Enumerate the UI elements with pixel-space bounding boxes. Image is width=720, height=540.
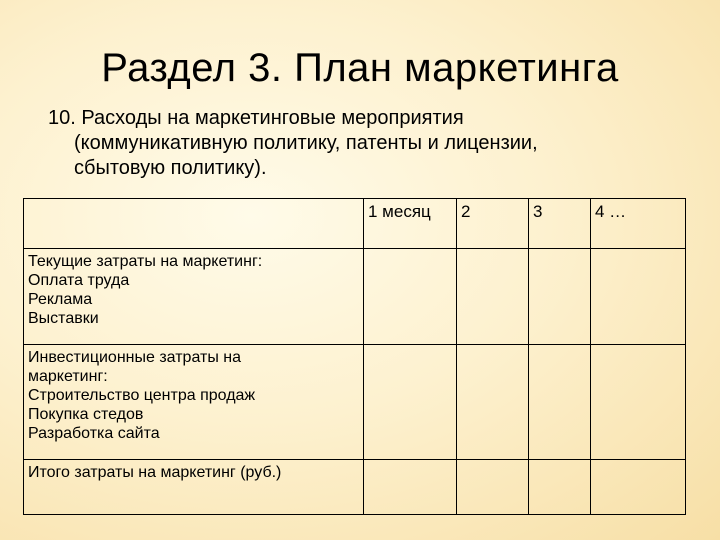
investment-costs-heading-2: маркетинг: (28, 368, 108, 385)
header-cell-month-2: 2 (457, 199, 529, 249)
intro-line-2: (коммуникативную политику, патенты и лицензии, (74, 132, 538, 154)
intro-line-3: сбытовую политику). (74, 157, 267, 179)
slide-title: Раздел 3. План маркетинга (101, 46, 619, 90)
current-costs-item-labor: Оплата труда (28, 272, 130, 289)
current-costs-heading: Текущие затраты на маркетинг: (28, 253, 263, 270)
table-row-current-costs (24, 249, 686, 345)
current-costs-label (24, 249, 364, 345)
intro-paragraph (48, 106, 688, 181)
header-cell-description (24, 199, 364, 249)
total-costs-month-1 (364, 460, 457, 515)
current-costs-month-1 (364, 249, 457, 345)
header-cell-month-3: 3 (529, 199, 591, 249)
current-costs-item-advertising: Реклама (28, 291, 93, 308)
total-costs-month-4 (591, 460, 686, 515)
total-costs-heading: Итого затраты на маркетинг (руб.) (28, 464, 282, 481)
investment-costs-label (24, 345, 364, 460)
table-row-total-costs (24, 460, 686, 515)
intro-line-1: 10. Расходы на маркетинговые мероприятия (48, 107, 464, 129)
current-costs-item-exhibitions: Выставки (28, 310, 99, 327)
total-costs-month-3 (529, 460, 591, 515)
investment-costs-item-stands: Покупка стедов (28, 406, 144, 423)
header-cell-month-1: 1 месяц (364, 199, 457, 249)
current-costs-month-2 (457, 249, 529, 345)
current-costs-month-4 (591, 249, 686, 345)
header-cell-month-4: 4 … (591, 199, 686, 249)
investment-costs-month-4 (591, 345, 686, 460)
investment-costs-item-sales-center: Строительство центра продаж (28, 387, 256, 404)
investment-costs-item-website: Разработка сайта (28, 425, 160, 442)
investment-costs-month-1 (364, 345, 457, 460)
total-costs-label (24, 460, 364, 515)
table-header-row (24, 199, 686, 249)
investment-costs-month-2 (457, 345, 529, 460)
current-costs-month-3 (529, 249, 591, 345)
table-row-investment-costs (24, 345, 686, 460)
total-costs-month-2 (457, 460, 529, 515)
marketing-costs-table (23, 198, 686, 515)
investment-costs-month-3 (529, 345, 591, 460)
investment-costs-heading-1: Инвестиционные затраты на (28, 349, 241, 366)
